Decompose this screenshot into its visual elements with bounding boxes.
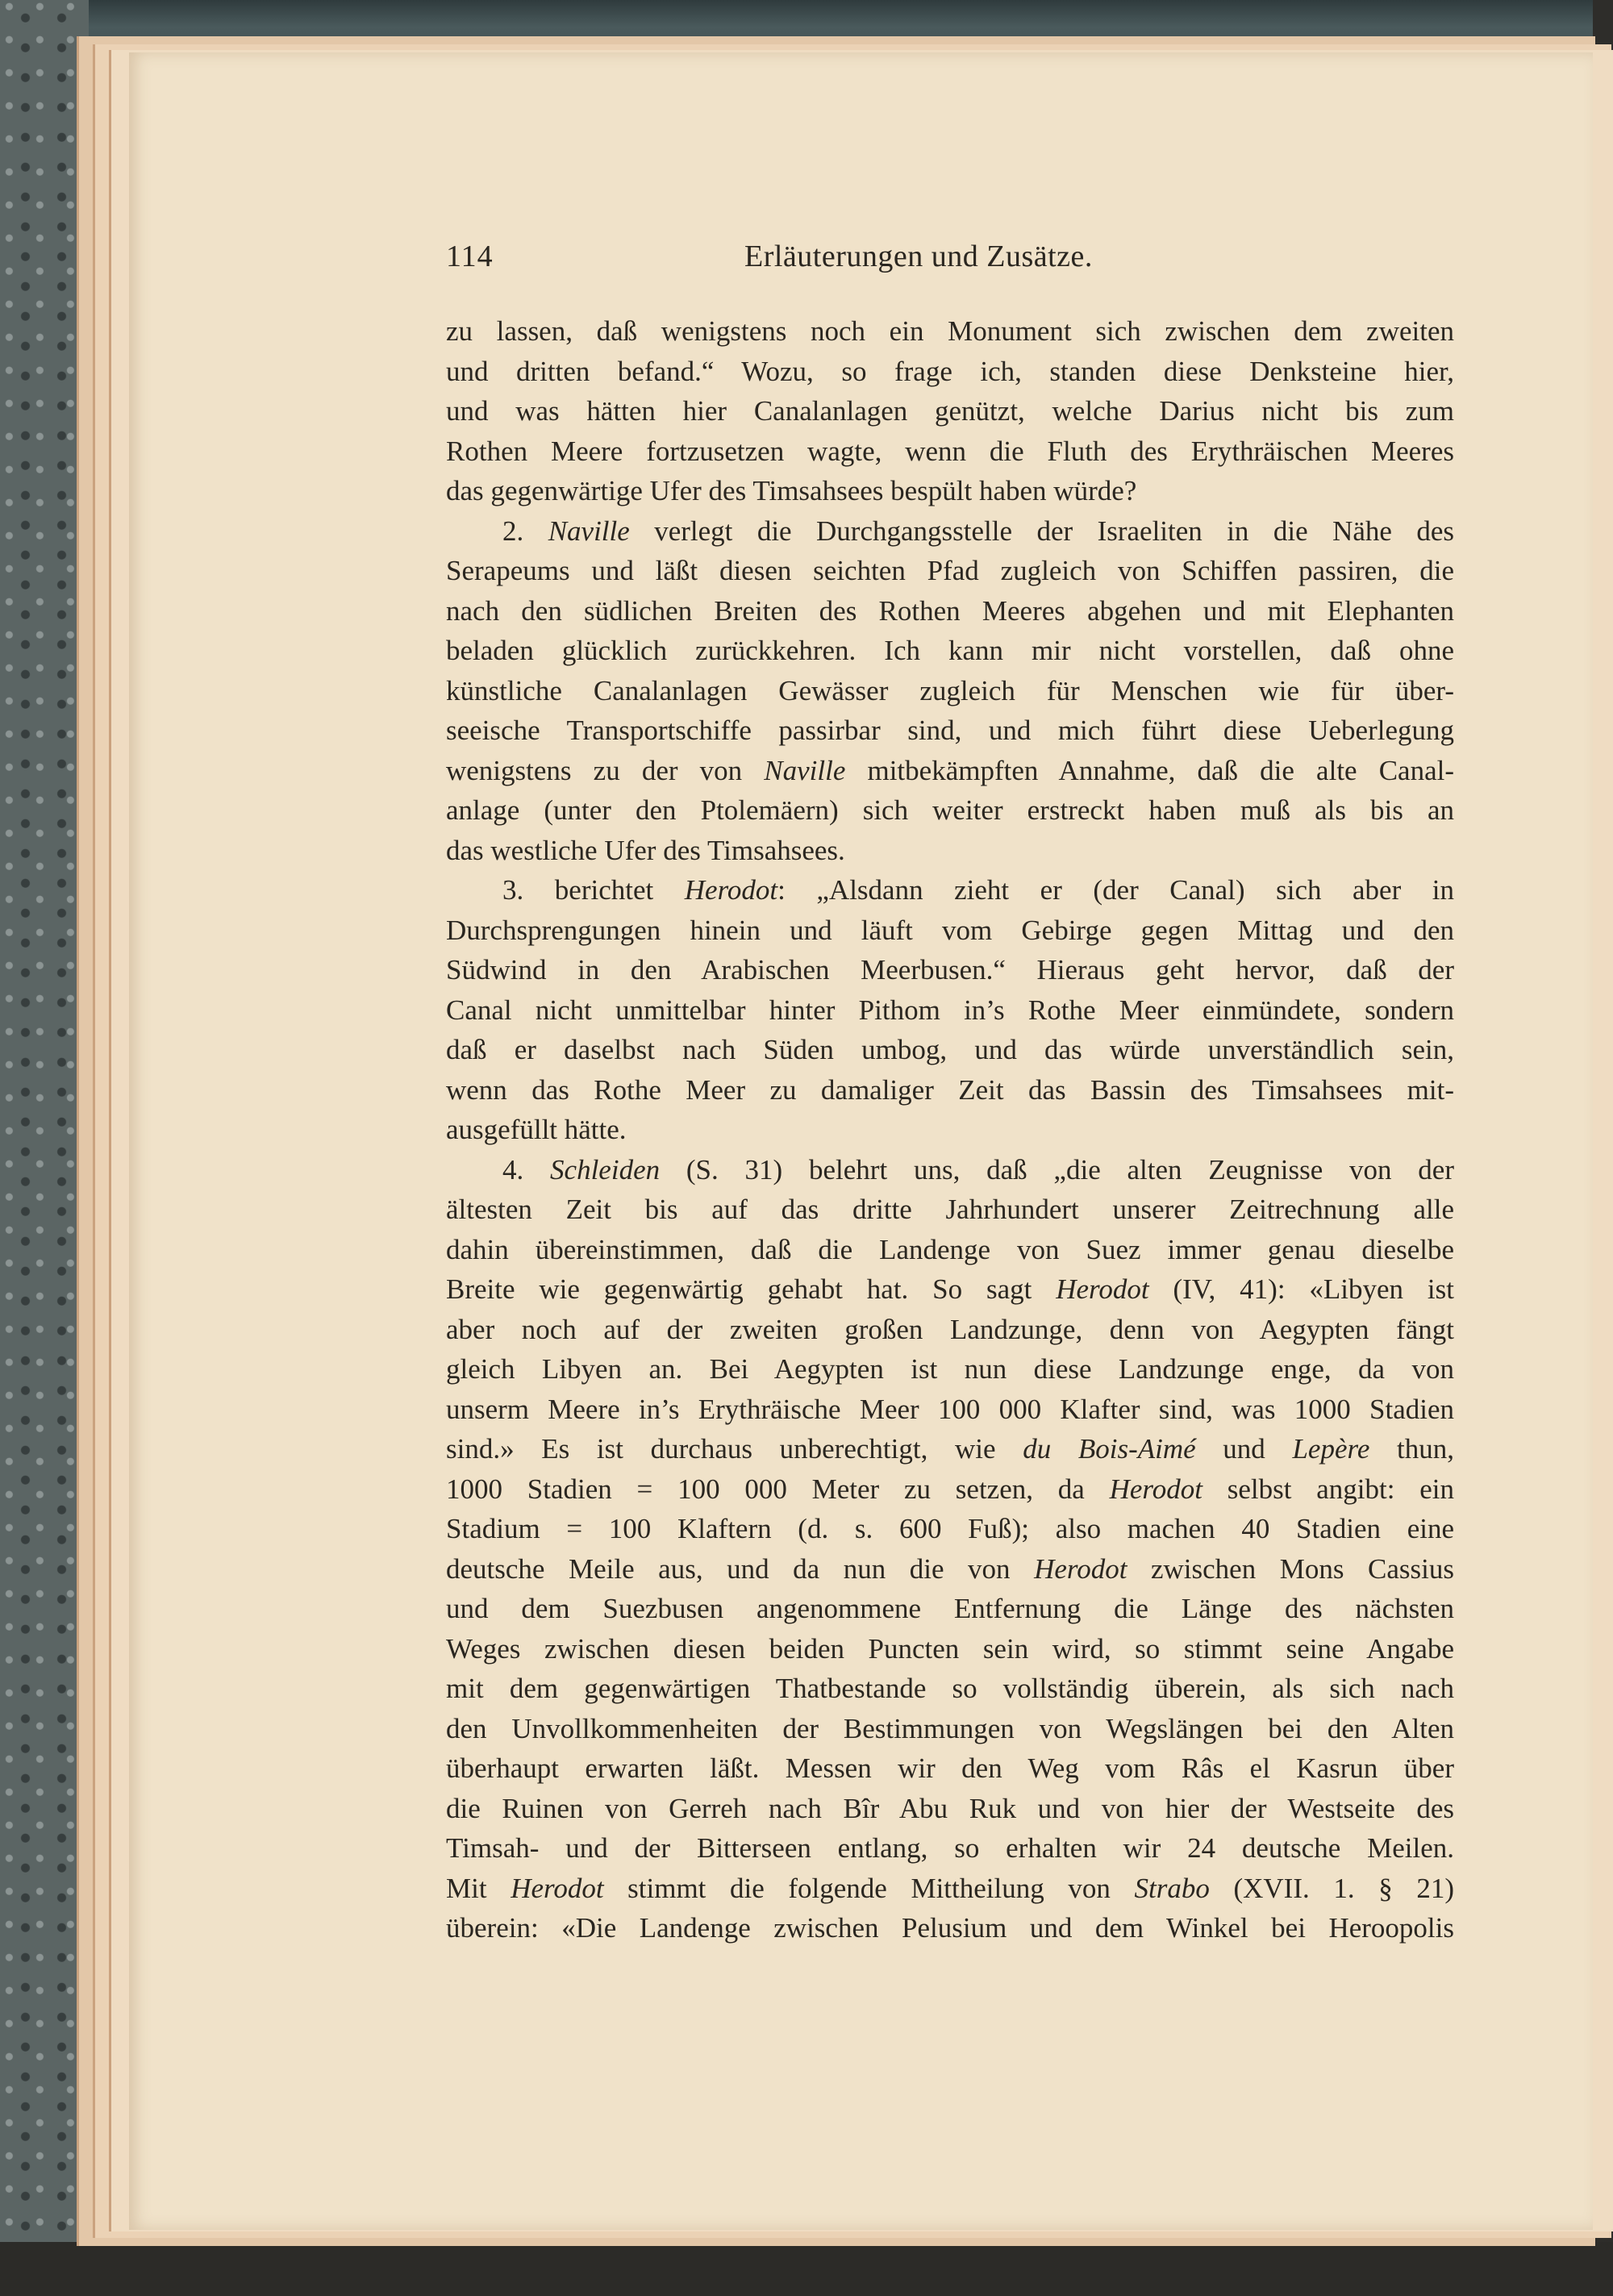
text-line: 1000 Stadien = 100 000 Meter zu setzen, da Herodot selbst angibt: ein (446, 1473, 1454, 1505)
text-line: und dem Suezbusen angenommene Entfernung die Länge des nächsten (446, 1593, 1454, 1624)
text-line: 4. Schleiden (S. 31) belehrt uns, daß „die alten Zeugnisse von der (502, 1153, 1454, 1186)
body-text (446, 311, 1454, 1948)
text-line: Timsah- und der Bitterseen entlang, so erhalten wir 24 deutsche Meilen. (446, 1832, 1454, 1864)
page-number: 114 (446, 240, 494, 273)
text-line: das westliche Ufer des Timsahsees. (446, 834, 845, 866)
running-title: Erläuterungen und Zusätze. (744, 240, 1093, 273)
text-line: überein: «Die Landenge zwischen Pelusium und dem Winkel bei Heroopolis (446, 1912, 1454, 1944)
text-line: Stadium = 100 Klaftern (d. s. 600 Fuß); also machen 40 Stadien eine (446, 1513, 1454, 1544)
text-line: nach den südlichen Breiten des Rothen Meeres abgehen und mit Elephanten (446, 594, 1454, 627)
text-line: wenn das Rothe Meer zu damaliger Zeit das Bassin des Timsahsees mit- (446, 1073, 1454, 1106)
text-line: Weges zwischen diesen beiden Puncten sein wird, so stimmt seine Angabe (446, 1632, 1454, 1665)
text-line: unserm Meere in’s Erythräische Meer 100 000 Klafter sind, was 1000 Stadien (446, 1393, 1454, 1425)
book-cover-marbled (0, 0, 89, 2296)
text-line: wenigstens zu der von Naville mitbekämpften Annahme, daß die alte Canal- (446, 754, 1454, 786)
text-line: beladen glücklich zurückkehren. Ich kann mir nicht vorstellen, daß ohne (446, 635, 1454, 666)
text-line: künstliche Canalanlagen Gewässer zugleich für Menschen wie für über- (446, 674, 1454, 706)
book-cover-bottom (0, 2242, 1613, 2296)
text-line: zu lassen, daß wenigstens noch ein Monument sich zwischen dem zweiten (446, 315, 1454, 347)
text-line: die Ruinen von Gerreh nach Bîr Abu Ruk und von hier der Westseite des (446, 1792, 1454, 1824)
text-line: Durchsprengungen hinein und läuft vom Gebirge gegen Mittag und den (446, 914, 1454, 946)
text-line: und was hätten hier Canalanlagen genützt, welche Darius nicht bis zum (446, 395, 1454, 427)
text-line: 3. berichtet Herodot: „Alsdann zieht er (der Canal) sich aber in (502, 874, 1455, 906)
text-line: und dritten befand.“ Wozu, so frage ich, standen diese Denksteine hier, (446, 355, 1454, 387)
text-line: 2. Naville verlegt die Durchgangsstelle der Israeliten in die Nähe des (502, 515, 1455, 547)
text-line: Südwind in den Arabischen Meerbusen.“ Hieraus geht hervor, daß der (446, 954, 1454, 985)
text-line: seeische Transportschiffe passirbar sind, und mich führt diese Ueberlegung (446, 715, 1454, 746)
text-line: gleich Libyen an. Bei Aegypten ist nun diese Landzunge enge, da von (446, 1353, 1454, 1385)
text-line: anlage (unter den Ptolemäern) sich weiter erstreckt haben muß als bis an (446, 794, 1454, 826)
text-line: Canal nicht unmittelbar hinter Pithom in’s Rothe Meer einmündete, sondern (446, 994, 1454, 1026)
text-line: Breite wie gegenwärtig gehabt hat. So sagt Herodot (IV, 41): «Libyen ist (446, 1273, 1454, 1305)
text-line: dahin übereinstimmen, daß die Landenge von Suez immer genau dieselbe (446, 1233, 1454, 1265)
text-line: ältesten Zeit bis auf das dritte Jahrhundert unserer Zeitrechnung alle (446, 1194, 1454, 1225)
text-line: Serapeums und läßt diesen seichten Pfad zugleich von Schiffen passiren, die (446, 555, 1454, 586)
page-header (446, 239, 1169, 279)
text-line: deutsche Meile aus, und da nun die von Herodot zwischen Mons Cassius (446, 1552, 1454, 1585)
text-line: mit dem gegenwärtigen Thatbestande so vollständig überein, als sich nach (446, 1673, 1454, 1704)
text-line: Mit Herodot stimmt die folgende Mittheilung von Strabo (XVII. 1. § 21) (446, 1872, 1454, 1904)
text-line: daß er daselbst nach Süden umbog, und das würde unverständlich sein, (446, 1034, 1454, 1065)
text-line: sind.» Es ist durchaus unberechtigt, wie du Bois-Aimé und Lepère thun, (446, 1433, 1455, 1465)
text-line: überhaupt erwarten läßt. Messen wir den Weg vom Râs el Kasrun über (446, 1752, 1454, 1784)
text-line: das gegenwärtige Ufer des Timsahsees bespült haben würde? (446, 475, 1137, 506)
text-line: aber noch auf der zweiten großen Landzunge, denn von Aegypten fängt (446, 1313, 1454, 1345)
text-line: Rothen Meere fortzusetzen wagte, wenn die Fluth des Erythräischen Meeres (446, 435, 1454, 467)
text-line: ausgefüllt hätte. (446, 1114, 627, 1145)
text-line: den Unvollkommenheiten der Bestimmungen von Wegslängen bei den Alten (446, 1712, 1454, 1744)
